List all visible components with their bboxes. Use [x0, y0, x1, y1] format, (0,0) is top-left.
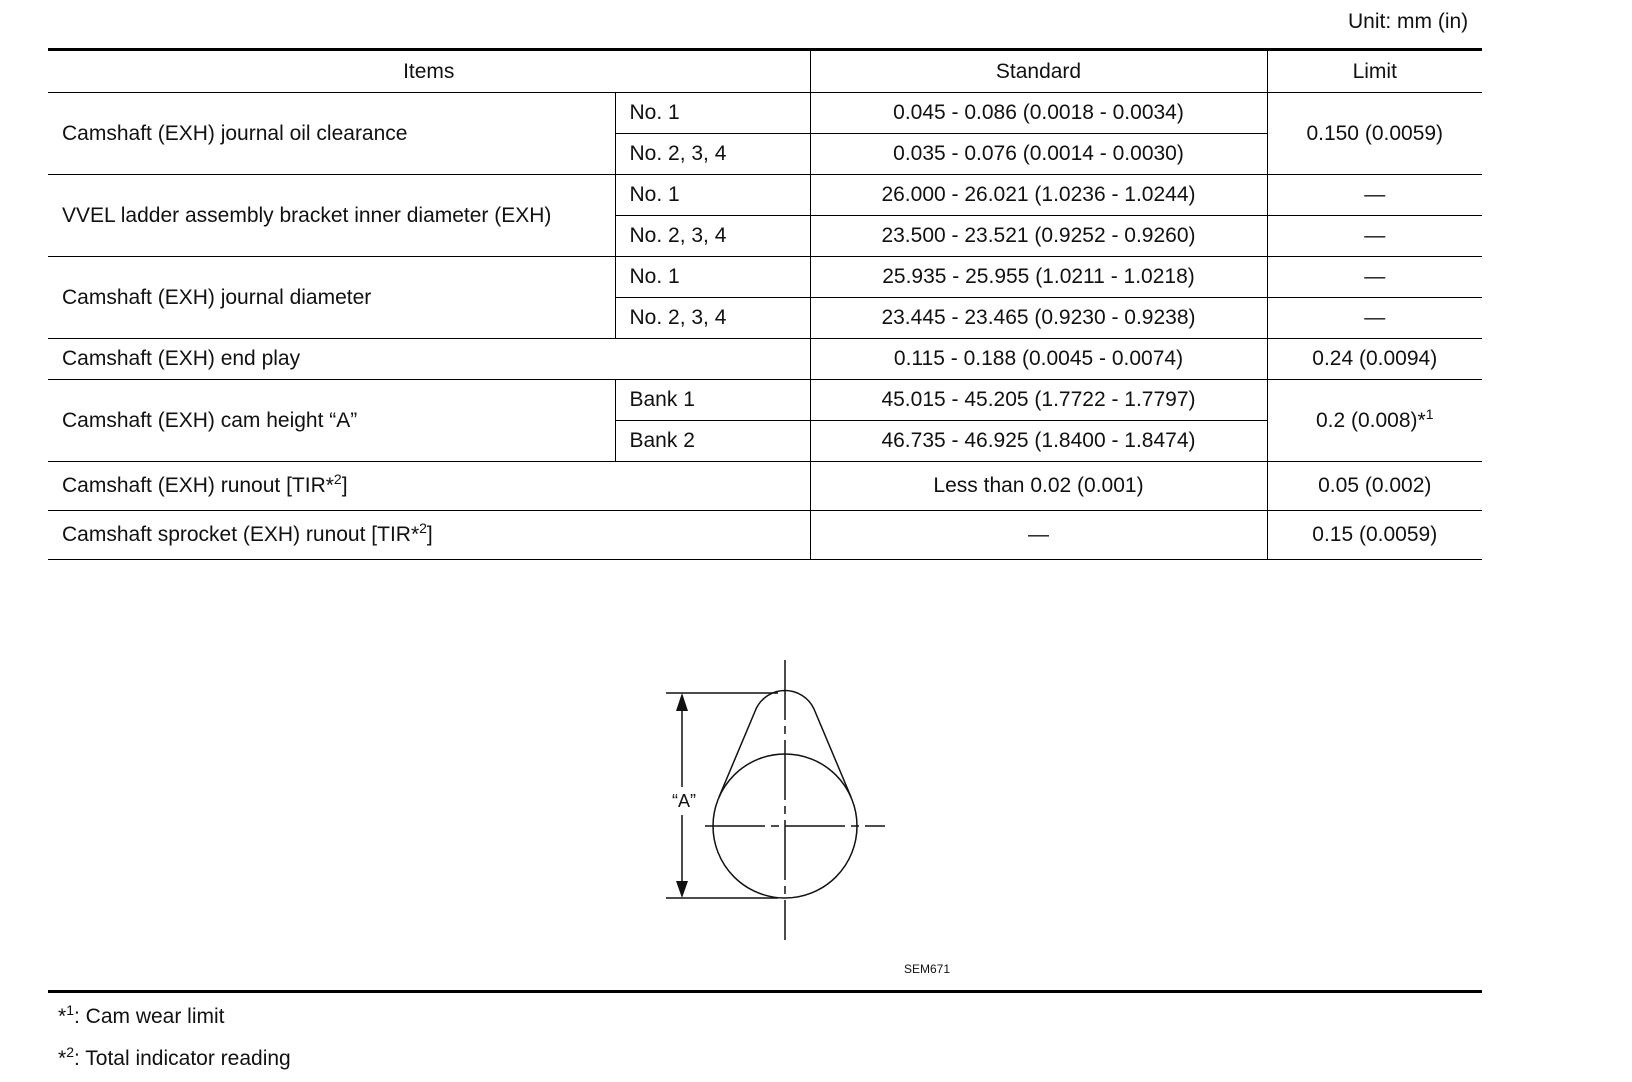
item-label: Camshaft (EXH) journal oil clearance	[48, 93, 615, 175]
item-label: VVEL ladder assembly bracket inner diameter (EXH)	[48, 175, 615, 257]
sub-item: No. 2, 3, 4	[615, 134, 810, 175]
limit-value: 0.24 (0.0094)	[1267, 339, 1482, 380]
dimension-label: “A”	[672, 791, 696, 811]
table-row	[48, 257, 1482, 298]
table-row	[48, 380, 1482, 421]
table-row	[48, 93, 1482, 134]
standard-value: Less than 0.02 (0.001)	[810, 462, 1267, 511]
item-text: Camshaft (EXH) runout [TIR*	[62, 474, 334, 497]
cam-height-diagram	[640, 655, 890, 955]
limit-value	[1267, 380, 1482, 462]
sub-item: Bank 2	[615, 421, 810, 462]
sub-item: No. 1	[615, 93, 810, 134]
sub-item: Bank 1	[615, 380, 810, 421]
arrow-down-icon	[676, 881, 688, 898]
figure-code: SEM671	[904, 962, 951, 976]
sub-item: No. 1	[615, 257, 810, 298]
footnote-mark: *	[58, 1005, 67, 1028]
limit-value: —	[1267, 216, 1482, 257]
footnote-text: : Total indicator reading	[73, 1047, 291, 1070]
footnote-divider	[48, 990, 1482, 993]
table-row	[48, 339, 1482, 380]
item-label	[48, 462, 810, 511]
limit-value: —	[1267, 298, 1482, 339]
limit-value: —	[1267, 175, 1482, 216]
standard-value: 45.015 - 45.205 (1.7722 - 1.7797)	[810, 380, 1267, 421]
footnote	[58, 1002, 225, 1029]
footnote-mark: *	[58, 1047, 67, 1070]
item-text-end: ]	[426, 523, 433, 546]
limit-value: 0.15 (0.0059)	[1267, 511, 1482, 560]
item-label: Camshaft (EXH) journal diameter	[48, 257, 615, 339]
item-label	[48, 511, 810, 560]
footnote	[58, 1044, 291, 1071]
standard-value: 0.115 - 0.188 (0.0045 - 0.0074)	[810, 339, 1267, 380]
standard-value: —	[810, 511, 1267, 560]
footnote-number: 1	[66, 1002, 74, 1018]
header-limit: Limit	[1267, 50, 1482, 93]
item-text: Camshaft sprocket (EXH) runout [TIR*	[62, 523, 420, 546]
limit-value: 0.150 (0.0059)	[1267, 93, 1482, 175]
header-items: Items	[48, 50, 810, 93]
standard-value: 0.045 - 0.086 (0.0018 - 0.0034)	[810, 93, 1267, 134]
standard-value: 23.445 - 23.465 (0.9230 - 0.9238)	[810, 298, 1267, 339]
footnote-ref: 1	[1425, 405, 1434, 422]
arrow-up-icon	[676, 693, 688, 711]
footnote-ref: 2	[333, 471, 342, 487]
table-row	[48, 511, 1482, 560]
footnote-ref: 2	[419, 520, 427, 536]
unit-label: Unit: mm (in)	[1348, 10, 1469, 33]
header-standard: Standard	[810, 50, 1267, 93]
standard-value: 23.500 - 23.521 (0.9252 - 0.9260)	[810, 216, 1267, 257]
item-text-end: ]	[341, 474, 348, 497]
item-label: Camshaft (EXH) end play	[48, 339, 810, 380]
limit-value: 0.05 (0.002)	[1267, 462, 1482, 511]
standard-value: 0.035 - 0.076 (0.0014 - 0.0030)	[810, 134, 1267, 175]
standard-value: 25.935 - 25.955 (1.0211 - 1.0218)	[810, 257, 1267, 298]
limit-text: 0.2 (0.008)*	[1315, 408, 1426, 432]
sub-item: No. 1	[615, 175, 810, 216]
table-row	[48, 175, 1482, 216]
header-row	[48, 50, 1482, 93]
limit-value: —	[1267, 257, 1482, 298]
standard-value: 26.000 - 26.021 (1.0236 - 1.0244)	[810, 175, 1267, 216]
item-label: Camshaft (EXH) cam height “A”	[48, 380, 615, 462]
footnote-number: 2	[66, 1044, 74, 1060]
footnote-text: : Cam wear limit	[73, 1005, 225, 1028]
table-row	[48, 462, 1482, 511]
camshaft-spec-table	[48, 48, 1482, 560]
sub-item: No. 2, 3, 4	[615, 298, 810, 339]
standard-value: 46.735 - 46.925 (1.8400 - 1.8474)	[810, 421, 1267, 462]
sub-item: No. 2, 3, 4	[615, 216, 810, 257]
